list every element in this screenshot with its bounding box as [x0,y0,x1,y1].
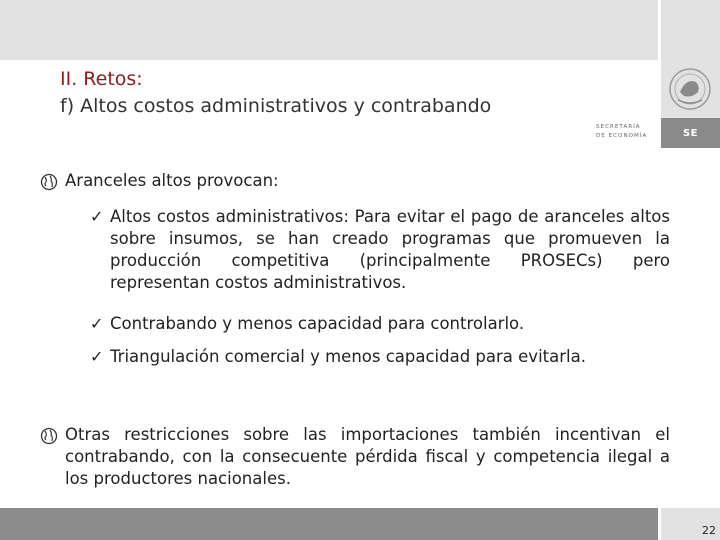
logo-text-line2: DE ECONOMÍA [596,133,648,139]
globe-icon [40,173,58,191]
subitem-text-3: Triangulación comercial y menos capacidad para evitarla. [110,347,586,366]
check-icon: ✓ [90,314,104,333]
check-icon: ✓ [90,347,104,366]
globe-icon [40,427,58,445]
logo-text-line1: SECRETARÍA [596,124,641,130]
page-number: 22 [702,524,716,537]
bullet-item-2 [40,424,670,490]
footer-bar [0,508,658,540]
subitem-text-2: Contrabando y menos capacidad para controlarlo. [110,314,525,333]
bullet-item-1 [40,170,670,192]
bullet-text-2: Otras restricciones sobre las importaciones también incentivan el contrabando, con la consecuente pérdida fiscal y competencia ilegal a los productores nacionales. [65,425,670,488]
subitem-text-1: Altos costos administrativos: Para evitar el pago de aranceles altos sobre insumos, se han creado programas que promueven la producción competitiva (principalmente PROSECs) pero representan costos administrativos. [110,207,670,292]
bullet-text-1: Aranceles altos provocan: [65,171,279,190]
page-number-box [661,508,720,540]
se-logo-badge: SE [661,118,720,148]
subitem-3 [90,346,670,368]
title-line2: f) Altos costos administrativos y contrabando [60,95,492,117]
subitem-1 [90,206,670,294]
title-line1: II. Retos: [60,68,143,90]
subitem-2 [90,313,670,335]
check-icon: ✓ [90,207,104,226]
